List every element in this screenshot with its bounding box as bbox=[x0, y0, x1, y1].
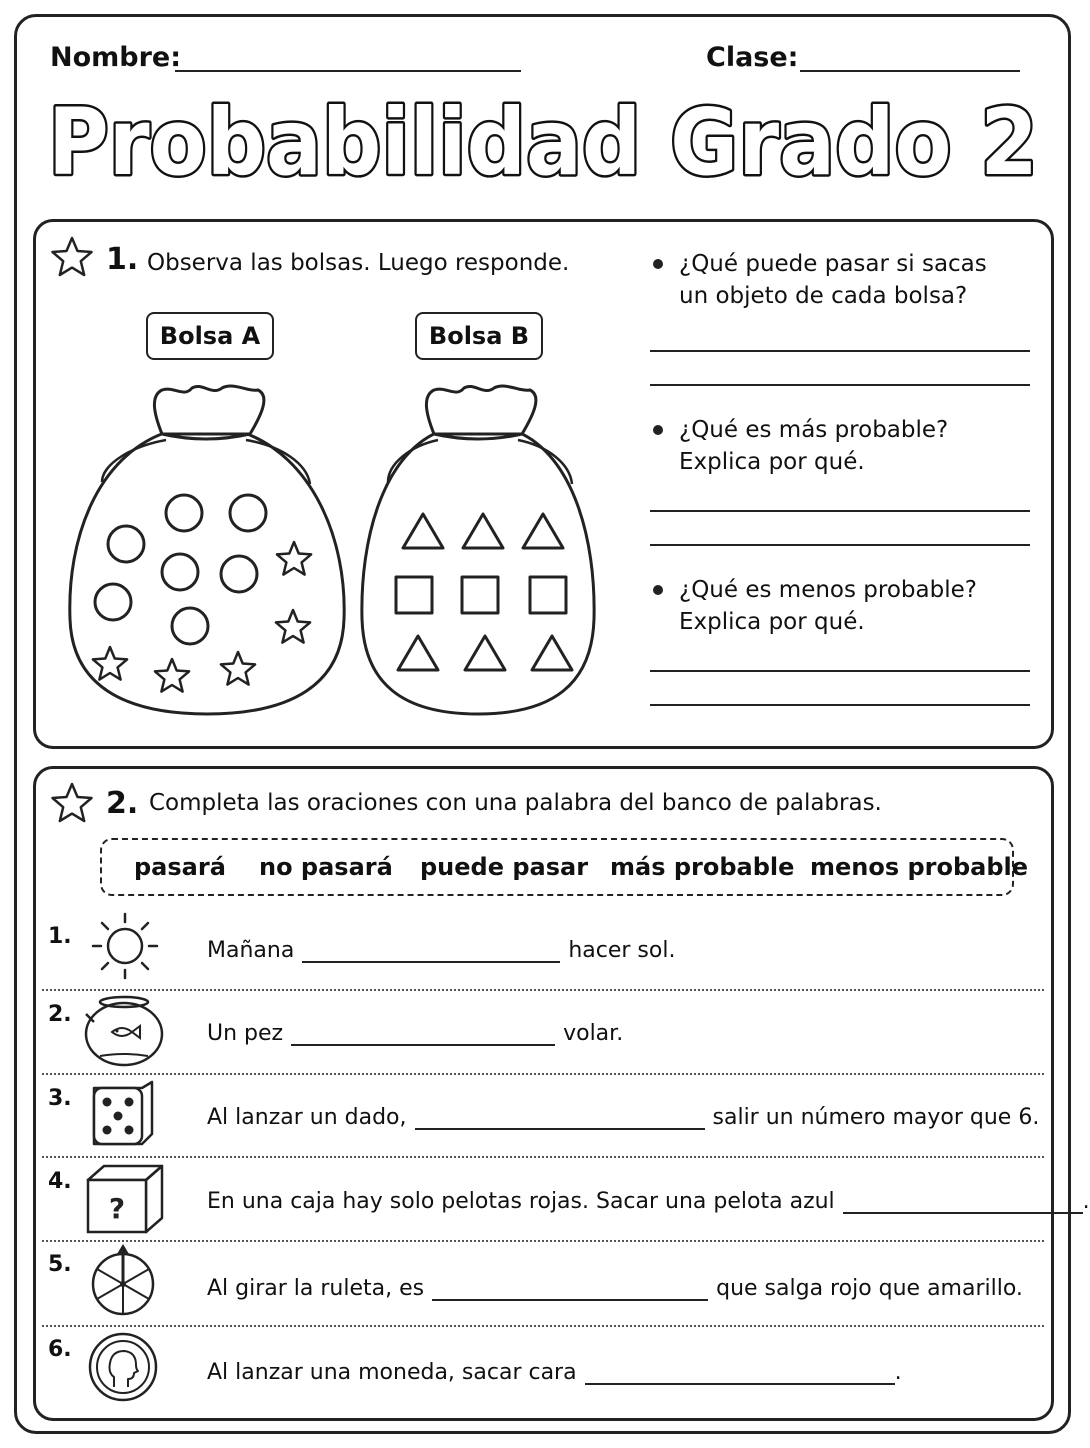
question-2-number: 2. bbox=[106, 786, 139, 821]
answer-line[interactable] bbox=[650, 510, 1030, 512]
row-divider bbox=[42, 989, 1044, 991]
bag-b-label: Bolsa B bbox=[415, 312, 543, 360]
sun-icon bbox=[80, 910, 166, 982]
question-1-number: 1. bbox=[106, 242, 139, 277]
sentence-6: Al lanzar una moneda, sacar cara . bbox=[207, 1360, 902, 1385]
item-number: 4. bbox=[48, 1169, 72, 1194]
question-1b: ¿Qué es más probable? Explica por qué. bbox=[679, 414, 948, 478]
answer-line[interactable] bbox=[650, 350, 1030, 352]
name-label: Nombre: bbox=[50, 42, 182, 73]
word-bank-item: menos probable bbox=[810, 853, 1029, 881]
svg-text:Probabilidad Grado 2: Probabilidad Grado 2 bbox=[48, 89, 1038, 196]
bullet-icon bbox=[653, 585, 663, 595]
coin-icon bbox=[80, 1329, 166, 1401]
star-icon bbox=[50, 782, 94, 824]
item-number: 3. bbox=[48, 1086, 72, 1111]
star-icon bbox=[50, 236, 94, 278]
row-divider bbox=[42, 1325, 1044, 1327]
dice-icon bbox=[80, 1078, 166, 1150]
fill-blank[interactable] bbox=[415, 1108, 705, 1130]
item-number: 1. bbox=[48, 924, 72, 949]
sentence-2: Un pez volar. bbox=[207, 1021, 624, 1046]
row-divider bbox=[42, 1156, 1044, 1158]
fill-blank[interactable] bbox=[291, 1024, 555, 1046]
class-field[interactable] bbox=[800, 70, 1020, 72]
row-divider bbox=[42, 1073, 1044, 1075]
fill-blank[interactable] bbox=[585, 1363, 895, 1385]
bag-a-label: Bolsa A bbox=[146, 312, 274, 360]
answer-line[interactable] bbox=[650, 670, 1030, 672]
word-bank-item: más probable bbox=[610, 853, 795, 881]
sentence-3: Al lanzar un dado, salir un número mayor que 6. bbox=[207, 1105, 1040, 1130]
sentence-1: Mañana hacer sol. bbox=[207, 938, 676, 963]
word-bank-item: pasará bbox=[134, 853, 226, 881]
answer-line[interactable] bbox=[650, 544, 1030, 546]
svg-text:?: ? bbox=[108, 1192, 126, 1225]
item-number: 2. bbox=[48, 1002, 72, 1027]
bullet-icon bbox=[653, 259, 663, 269]
sentence-5: Al girar la ruleta, es que salga rojo que amarillo. bbox=[207, 1276, 1023, 1301]
question-1a: ¿Qué puede pasar si sacas un objeto de cada bolsa? bbox=[679, 248, 987, 312]
question-1c: ¿Qué es menos probable? Explica por qué. bbox=[679, 574, 977, 638]
bullet-icon bbox=[653, 425, 663, 435]
fill-blank[interactable] bbox=[432, 1279, 708, 1301]
item-number: 6. bbox=[48, 1337, 72, 1362]
fill-blank[interactable] bbox=[843, 1192, 1083, 1214]
mystery-box-icon bbox=[80, 1162, 166, 1234]
page-title bbox=[40, 80, 1046, 198]
class-label: Clase: bbox=[706, 42, 799, 73]
spinner-icon bbox=[80, 1244, 166, 1316]
fill-blank[interactable] bbox=[302, 941, 560, 963]
word-bank-item: puede pasar bbox=[420, 853, 589, 881]
fishbowl-icon bbox=[80, 994, 166, 1066]
word-bank-item: no pasará bbox=[259, 853, 393, 881]
answer-line[interactable] bbox=[650, 384, 1030, 386]
question-2-instruction: Completa las oraciones con una palabra del banco de palabras. bbox=[149, 790, 882, 816]
name-field[interactable] bbox=[175, 70, 521, 72]
answer-line[interactable] bbox=[650, 704, 1030, 706]
item-number: 5. bbox=[48, 1252, 72, 1277]
sentence-4: En una caja hay solo pelotas rojas. Sacar una pelota azul . bbox=[207, 1189, 1090, 1214]
word-bank bbox=[100, 838, 1029, 896]
row-divider bbox=[42, 1240, 1044, 1242]
bag-b-illustration bbox=[358, 384, 598, 724]
bag-a-illustration bbox=[62, 384, 352, 724]
question-1-instruction: Observa las bolsas. Luego responde. bbox=[147, 250, 570, 276]
